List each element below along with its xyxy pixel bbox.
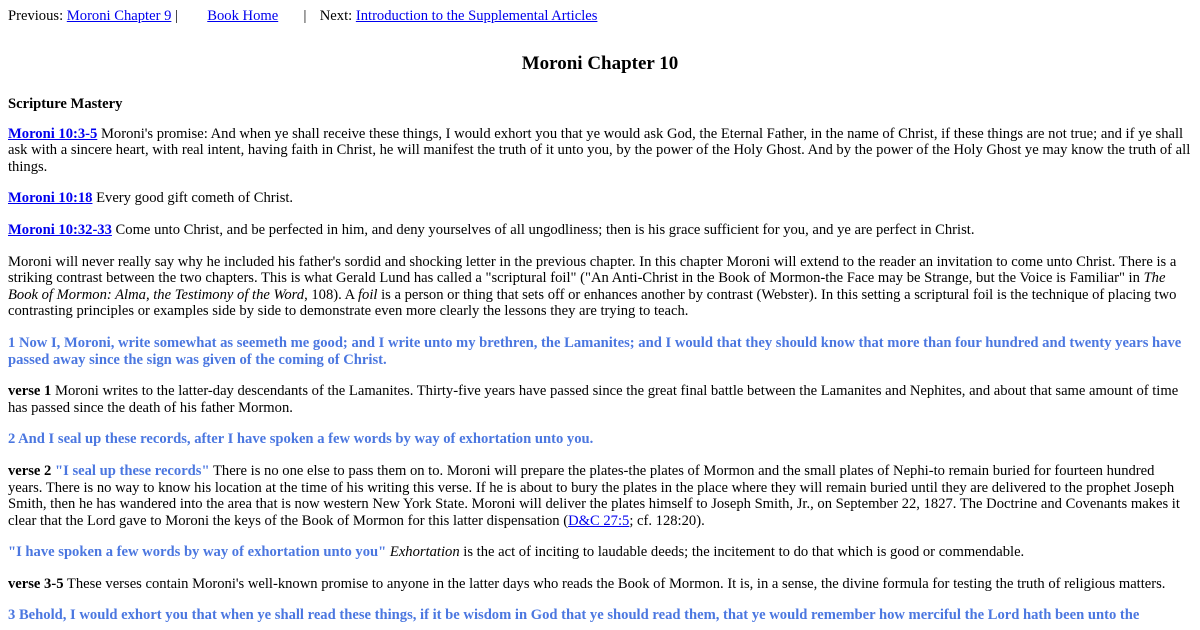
- definition-text: is the act of inciting to laudable deeds; the incitement to do that which is good or commendable.: [459, 544, 1025, 561]
- next-label: Next:: [319, 8, 353, 24]
- mastery-item: [8, 126, 1192, 176]
- intro-paragraph: [8, 254, 1192, 320]
- nav-separator: |: [303, 8, 307, 24]
- commentary-text: Moroni writes to the latter-day descendants of the Lamanites. Thirty-five years have passed since the great final battle between the Lamanites and Nephites, and about that same amount of time has passed since the death of his father Mormon.: [8, 383, 1179, 416]
- mastery-ref-link[interactable]: Moroni 10:3-5: [8, 125, 98, 142]
- quoted-phrase: "I have spoken a few words by way of exhortation unto you": [8, 544, 387, 561]
- commentary-exhortation: [8, 544, 1192, 561]
- scripture-verse-1: 1 Now I, Moroni, write somewhat as seemeth me good; and I write unto my brethren, the Lamanites; and I would that they should know that more than four hundred and twenty years have passed away since the sign was given of the coming of Christ.: [8, 334, 1182, 368]
- commentary-text: These verses contain Moroni's well-known promise to anyone in the latter days who reads the Book of Mormon. It is, in a sense, the divine formula for testing the truth of religious matters.: [63, 575, 1166, 592]
- page-title: Moroni Chapter 10: [521, 53, 679, 74]
- commentary-text: There is no one else to pass them on to. Moroni will prepare the plates-the plates of Mormon and the small plates of Nephi-to remain buried for fourteen hundred years. There is no way to know his location at the time of his writing this verse. If he is about to bury the plates in the place where they will remain buried until they are delivered to the prophet Joseph Smith, then he has wandered into the area that is now western New York State. Moroni will deliver the plates himself to Joseph Smith, Jr., on September 22, 1827. The Doctrine and Covenants makes it clear that the Lord gave to Moroni the keys of the Book of Mormon for this latter dispensation (: [8, 462, 1180, 529]
- defined-term: Exhortation: [389, 544, 460, 561]
- prev-chapter-link[interactable]: Moroni Chapter 9: [66, 8, 172, 24]
- scripture-mastery-heading: Scripture Mastery: [8, 96, 123, 112]
- foil-term: foil: [357, 286, 378, 303]
- commentary-text: ; cf. 128:20).: [629, 512, 705, 529]
- verse-label: verse 1: [8, 383, 52, 400]
- mastery-ref-link[interactable]: Moroni 10:18: [8, 190, 93, 207]
- next-chapter-link[interactable]: Introduction to the Supplemental Articles: [355, 8, 598, 24]
- nav-separator: |: [175, 8, 178, 24]
- mastery-text: Come unto Christ, and be perfected in him, and deny yourselves of all ungodliness; then is his grace sufficient for you, and ye are perfect in Christ.: [111, 221, 975, 238]
- mastery-item: [8, 222, 1192, 239]
- mastery-text: Moroni's promise: And when ye shall receive these things, I would exhort you that ye would ask God, the Eternal Father, in the name of Christ, if these things are not true; and if ye shall ask with a sincere heart, with real intent, having faith in Christ, he will manifest the truth of it unto you, by the power of the Holy Ghost. And by the power of the Holy Ghost ye may know the truth of all things.: [8, 125, 1191, 175]
- scripture-verse-2: 2 And I seal up these records, after I have spoken a few words by way of exhortation unto you.: [8, 431, 594, 448]
- intro-text: , 108). A: [304, 286, 358, 303]
- nav-bar: [8, 8, 1192, 24]
- commentary-verse-2: [8, 463, 1192, 529]
- book-home-link[interactable]: Book Home: [207, 8, 279, 24]
- mastery-item: [8, 190, 1192, 207]
- intro-text: Moroni will never really say why he included his father's sordid and shocking letter in the previous chapter. In this chapter Moroni will extend to the reader an invitation to come unto Christ. There is a striking contrast between the two chapters. This is what Gerald Lund has called a "scriptural foil" ("An Anti-Christ in the Book of Mormon-the Face may be Strange, but the Voice is Familiar" in: [8, 253, 1177, 287]
- commentary-verse-3-5: [8, 576, 1192, 593]
- dc-reference-link[interactable]: D&C 27:5: [568, 512, 630, 529]
- prev-label: Previous:: [8, 8, 64, 24]
- mastery-text: Every good gift cometh of Christ.: [92, 190, 294, 207]
- book-title: The Book of Mormon: Alma, the Testimony of the Word: [8, 270, 1166, 303]
- mastery-ref-link[interactable]: Moroni 10:32-33: [8, 221, 112, 238]
- verse-label: verse 2: [8, 462, 52, 479]
- verse-label: verse 3-5: [8, 575, 64, 592]
- intro-text: is a person or thing that sets off or enhances another by contrast (Webster). In this setting a scriptural foil is the technique of placing two contrasting principles or examples side by side to demonstrate even more clearly the lessons they are trying to teach.: [8, 286, 1177, 320]
- commentary-verse-1: [8, 383, 1192, 416]
- quoted-phrase: "I seal up these records": [55, 462, 210, 479]
- scripture-verse-3: 3 Behold, I would exhort you that when ye shall read these things, if it be wisdom in God that ye should read them, that ye would remember how merciful the Lord hath been unto the: [8, 607, 1140, 624]
